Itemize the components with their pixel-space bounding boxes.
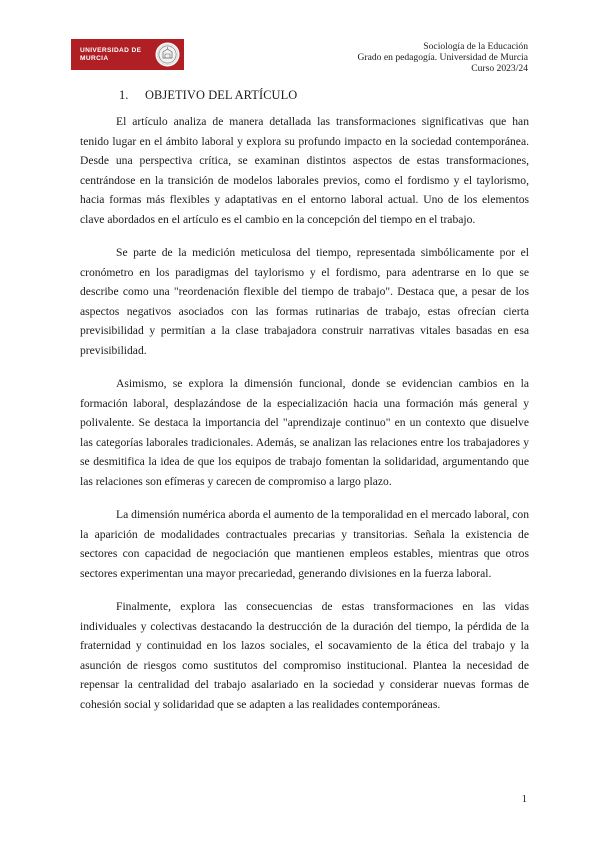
section-number: 1. <box>119 88 129 102</box>
paragraph: El artículo analiza de manera detallada las transformaciones significativas que han tenido lugar en el ámbito laboral y explora su profundo impacto en la sociedad contemporánea. Desde una perspectiva crítica, se examinan distintos aspectos de estas transformaciones, centrándose en la transición de modelos laborales previos, como el fordismo y el taylorismo, hacia formas más flexibles y adaptativas en el entorno laboral actual. Uno de los elementos clave abordados en el artículo es el cambio en la concepción del tiempo en el trabajo. <box>80 115 529 226</box>
article-body <box>80 112 529 728</box>
document-header <box>358 41 529 74</box>
header-degree: Grado en pedagogía. Universidad de Murcia <box>357 52 528 63</box>
logo-line-2: MURCIA <box>80 54 109 62</box>
section-heading <box>119 88 297 103</box>
paragraph: Asimismo, se explora la dimensión funcional, donde se evidencian cambios en la formación laboral, desplazándose de la especialización hacia una formación más general y polivalente. Se destaca la importancia del "aprendizaje continuo" en un contexto que disuelve las categorías laborales tradicionales. Además, se analizan las relaciones entre los trabajadores y se desmitifica la idea de que los equipos de trabajo fomentan la solidaridad, argumentando que las relaciones son efímeras y carecen de compromiso a largo plazo. <box>80 377 529 488</box>
paragraph: Finalmente, explora las consecuencias de estas transformaciones en las vidas individuales y colectivas destacando la destrucción de la duración del tiempo, la pérdida de la fraternidad y continuidad en los lazos sociales, el socavamiento de la ética del trabajo y la asunción de riesgos como sustitutos del compromiso institucional. Plantea la necesidad de repensar la centralidad del trabajo asalariado en la sociedad y considerar nuevas formas de cohesión social y solidaridad que se adapten a las realidades contemporáneas. <box>80 600 529 711</box>
header-year: Curso 2023/24 <box>471 63 528 74</box>
logo-line-1: UNIVERSIDAD DE <box>80 46 142 54</box>
university-logo <box>71 39 184 70</box>
page-number: 1 <box>521 794 527 805</box>
university-seal-icon <box>155 42 180 67</box>
paragraph: Se parte de la medición meticulosa del tiempo, representada simbólicamente por el cronómetro en los paradigmas del taylorismo y el fordismo, para adentrarse en lo que se describe como una "reordenación flexible del tiempo de trabajo". Destaca que, a pesar de los aspectos negativos asociados con las formas rutinarias de trabajo, estas ofrecían cierta previsibilidad y permitían a la clase trabajadora construir narrativas vitales basadas en esa previsibilidad. <box>80 246 529 357</box>
header-course: Sociología de la Educación <box>423 41 528 52</box>
section-title: OBJETIVO DEL ARTÍCULO <box>145 88 298 102</box>
paragraph: La dimensión numérica aborda el aumento de la temporalidad en el mercado laboral, con la aparición de modalidades contractuales precarias y transitorias. Señala la existencia de sectores con capacidad de negociación que mantienen empleos estables, mientras que otros sectores experimentan una mayor precariedad, generando divisiones en la fuerza laboral. <box>80 508 529 580</box>
logo-text <box>71 47 148 62</box>
